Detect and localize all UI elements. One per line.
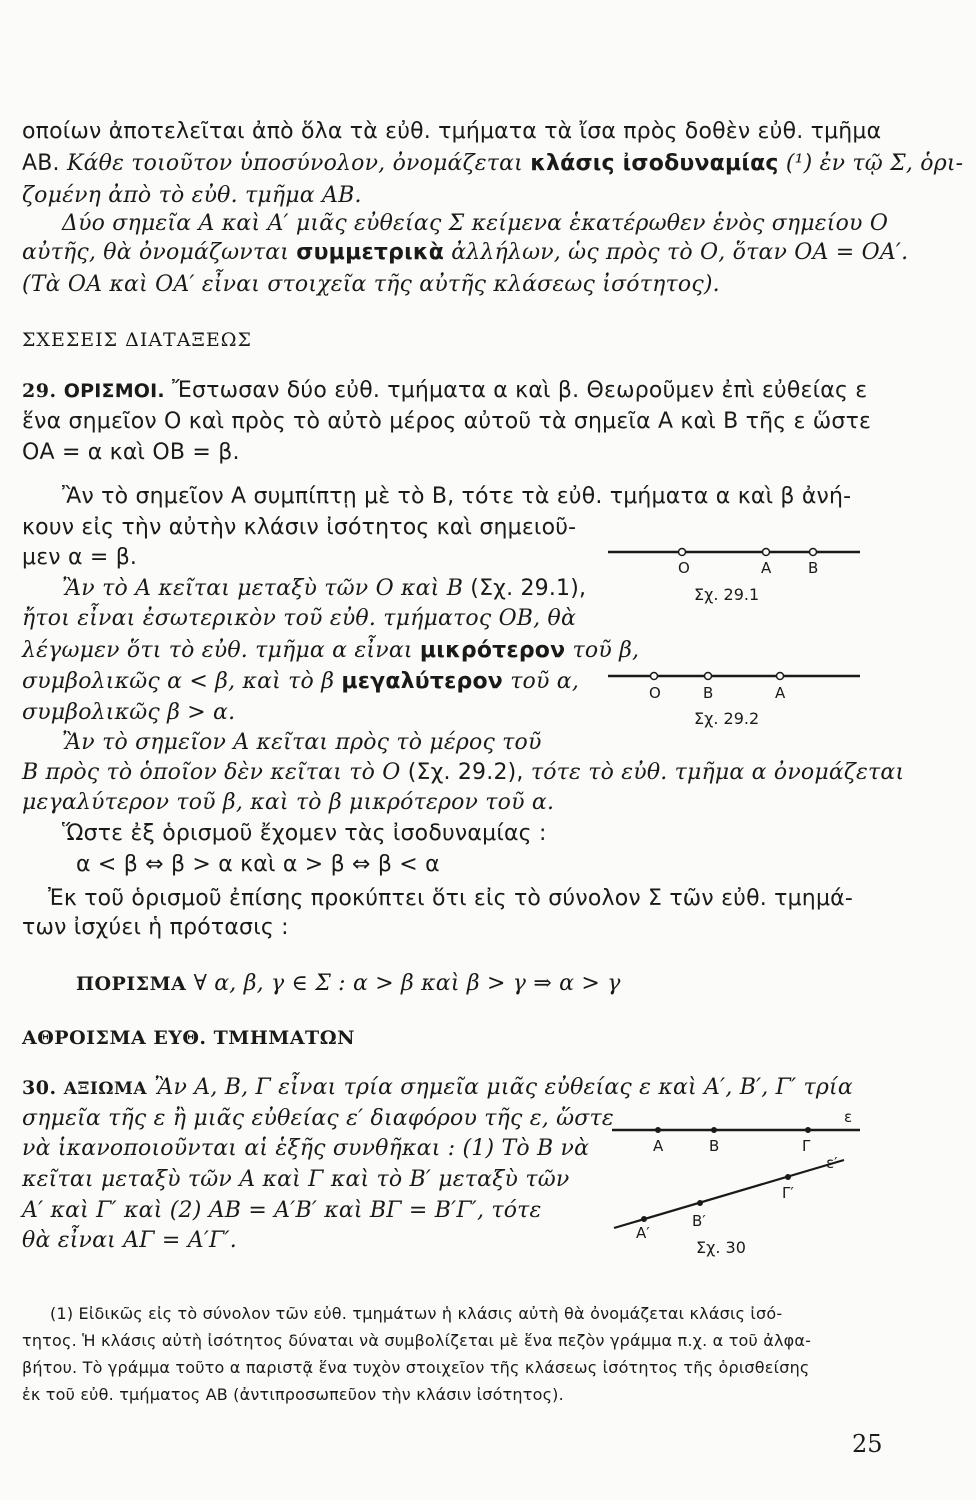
fig291-label-b: B <box>808 559 819 577</box>
fig30-point-b <box>711 1127 717 1133</box>
fig292-point-b <box>705 673 712 680</box>
para1-line1: οποίων ἀποτελεῖται ἀπὸ ὅλα τὰ εὐθ. τμήματα τὰ ἴσα πρὸς δοθὲν εὐθ. τμῆμα <box>22 119 882 144</box>
def29-line10 <box>22 668 579 696</box>
def29-l7a: Ἂν τὸ Α κεῖται μεταξὺ τῶν Ο καὶ Β <box>62 576 464 601</box>
footnote-line4: ἐκ τοῦ εὐθ. τμήματος ΑΒ (ἀντιπροσωπεῦον τὴν κλάσιν ἰσότητος). <box>22 1385 564 1404</box>
figure-29-1 <box>608 540 864 606</box>
fig30-point-a <box>655 1127 661 1133</box>
axiom30-line3: νὰ ἱκανοποιοῦνται αἱ ἑξῆς συνθῆκαι : (1) Τὸ Β νὰ <box>22 1136 590 1161</box>
def29-l9c: τοῦ β, <box>572 638 640 663</box>
section-title-order-relations: ΣΧΕΣΕΙΣ ΔΙΑΤΑΞΕΩΣ <box>22 329 252 351</box>
axiom30-number: 30. <box>22 1077 57 1099</box>
fig292-caption: Σχ. 29.2 <box>694 709 760 728</box>
term-greater: μεγαλύτερον <box>341 669 503 694</box>
axiom30-line2: σημεῖα τῆς ε ἢ μιᾶς εὐθείας ε′ διαφόρου τῆς ε, ὥστε <box>22 1106 614 1131</box>
def29-line9 <box>22 637 639 665</box>
def29-line4: Ἂν τὸ σημεῖον Α συμπίπτῃ μὲ τὸ Β, τότε τὰ εὐθ. τμήματα α καὶ β ἀνή- <box>62 484 852 509</box>
figure-30 <box>608 1100 868 1270</box>
footnote-line3: βήτου. Τὸ γράμμα τοῦτο α παριστᾷ ἕνα τυχὸν στοιχεῖον τῆς κλάσεως ἰσότητος τῆς ὁρισθείσης <box>22 1358 810 1377</box>
def29-line2: ἕνα σημεῖον Ο καὶ πρὸς τὸ αὐτὸ μέρος αὐτοῦ τὰ σημεῖα Α καὶ Β τῆς ε ὥστε <box>22 409 872 434</box>
fig291-label-o: O <box>678 559 690 577</box>
para1-l2a: ΑΒ. <box>22 151 60 176</box>
def29-line7 <box>62 575 586 603</box>
fig291-caption: Σχ. 29.1 <box>694 585 760 604</box>
section-title-segment-sum: ΑΘΡΟΙΣΜΑ ΕΥΘ. ΤΜΗΜΑΤΩΝ <box>22 1027 355 1049</box>
fig30-point-g <box>805 1127 811 1133</box>
fig291-point-b <box>810 549 817 556</box>
def29-line5: κουν εἰς τὴν αὐτὴν κλάσιν ἰσότητος καὶ σημειοῦ- <box>22 515 577 540</box>
def29-line12: Ἂν τὸ σημεῖον Α κεῖται πρὸς τὸ μέρος τοῦ <box>62 730 542 755</box>
fig292-label-b: B <box>703 684 714 702</box>
def29-line13 <box>22 759 904 787</box>
fig30-label-b: B <box>709 1137 720 1155</box>
fig30-label-a-prime: A′ <box>636 1224 650 1242</box>
fig30-label-g-prime: Γ′ <box>782 1184 794 1202</box>
def29-l10a: συμβολικῶς α < β, καὶ τὸ β <box>22 669 335 694</box>
def29-line17: Ἐκ τοῦ ὁρισμοῦ ἐπίσης προκύπτει ὅτι εἰς τὸ σύνολον Σ τῶν εὐθ. τμημά- <box>48 886 853 911</box>
fig292-label-o: O <box>649 684 661 702</box>
def29-line8: ἤτοι εἶναι ἐσωτερικὸν τοῦ εὐθ. τμήματος ΟΒ, θὰ <box>22 606 577 631</box>
para1-line2 <box>22 150 963 178</box>
para2-l2c: ἀλλήλων, ὡς πρὸς τὸ Ο, ὅταν ΟΑ = ΟΑ′. <box>451 240 909 265</box>
fig30-line-e-prime <box>614 1160 844 1228</box>
def29-l13b: (Σχ. 29.2), <box>407 760 524 785</box>
fig292-point-o <box>651 673 658 680</box>
fig291-label-a: A <box>761 559 772 577</box>
term-equivalence-class: κλάσις ἰσοδυναμίας <box>530 151 779 176</box>
para2-l2a: αὐτῆς, θὰ ὀνομάζωνται <box>22 240 290 265</box>
fig292-label-a: A <box>775 684 786 702</box>
def29-line15: Ὥστε ἐξ ὁρισμοῦ ἔχομεν τὰς ἰσοδυναμίας : <box>62 821 547 846</box>
def29-l7b: (Σχ. 29.1), <box>470 576 587 601</box>
axiom30-l1: Ἂν Α, Β, Γ εἶναι τρία σημεῖα μιᾶς εὐθείας ε καὶ Α′, Β′, Γ′ τρία <box>154 1075 853 1100</box>
para1-l2d: (¹) ἐν τῷ Σ, ὁρι- <box>785 151 964 176</box>
fig30-point-g-prime <box>785 1174 791 1180</box>
fig291-point-o <box>679 549 686 556</box>
fig30-label-g: Γ <box>802 1137 811 1155</box>
fig30-label-e: ε <box>844 1108 853 1126</box>
def29-label: ΟΡΙΣΜΟΙ. <box>63 380 165 402</box>
axiom30-label: ΑΞΙΩΜΑ <box>63 1079 148 1099</box>
axiom30-line5: Α′ καὶ Γ′ καὶ (2) ΑΒ = Α′Β′ καὶ ΒΓ = Β′Γ′, τότε <box>22 1198 542 1223</box>
corollary <box>76 970 621 998</box>
para2-line3: (Τὰ ΟΑ καὶ ΟΑ′ εἶναι στοιχεῖα τῆς αὐτῆς κλάσεως ἰσότητος). <box>22 272 720 297</box>
term-symmetric: συμμετρικὰ <box>296 240 445 265</box>
def29-l13c: τότε τὸ εὐθ. τμῆμα α ὀνομάζεται <box>530 760 905 785</box>
def29-line18: των ἰσχύει ἡ πρότασις : <box>22 915 289 940</box>
def29-equivalences: α < β ⇔ β > α καὶ α > β ⇔ β < α <box>76 852 440 877</box>
para1-line3: ζομένη ἀπὸ τὸ εὐθ. τμῆμα ΑΒ. <box>22 183 362 208</box>
para2-line1: Δύο σημεῖα Α καὶ Α′ μιᾶς εὐθείας Σ κείμενα ἑκατέρωθεν ἑνὸς σημείου Ο <box>62 211 889 236</box>
def29-line14: μεγαλύτερον τοῦ β, καὶ τὸ β μικρότερον τοῦ α. <box>22 790 555 815</box>
fig292-point-a <box>777 673 784 680</box>
fig30-label-e-prime: ε′ <box>826 1154 838 1172</box>
figure-29-2 <box>608 664 864 730</box>
corollary-statement: ∀ α, β, γ ∈ Σ : α > β καὶ β > γ ⇒ α > γ <box>193 971 621 996</box>
term-smaller: μικρότερον <box>419 638 566 663</box>
def29-line3: ΟΑ = α καὶ ΟΒ = β. <box>22 440 240 465</box>
page-number: 25 <box>852 1430 883 1458</box>
def29-l9a: λέγωμεν ὅτι τὸ εὐθ. τμῆμα α εἶναι <box>22 638 413 663</box>
corollary-label: ΠΟΡΙΣΜΑ <box>76 973 187 995</box>
para1-l2b: Κάθε τοιοῦτον ὑποσύνολον, ὀνομάζεται <box>66 151 523 176</box>
fig30-label-b-prime: B′ <box>692 1212 706 1230</box>
footnote-line1: (1) Εἰδικῶς εἰς τὸ σύνολον τῶν εὐθ. τμημάτων ἡ κλάσις αὐτὴ θὰ ὀνομάζεται κλάσις ἰσό- <box>50 1304 783 1323</box>
footnote-line2: τητος. Ἡ κλάσις αὐτὴ ἰσότητος δύναται νὰ συμβολίζεται μὲ ἕνα πεζὸν γράμμα π.χ. α τοῦ ἀλφα- <box>22 1331 812 1350</box>
fig30-label-a: A <box>653 1137 664 1155</box>
fig291-point-a <box>763 549 770 556</box>
axiom30-line1 <box>22 1074 853 1103</box>
axiom30-line6: θὰ εἶναι ΑΓ = Α′Γ′. <box>22 1228 237 1253</box>
def29-number: 29. <box>22 380 57 402</box>
def29-line1 <box>22 377 867 405</box>
fig30-caption: Σχ. 30 <box>696 1238 746 1257</box>
def29-line11: συμβολικῶς β > α. <box>22 700 236 725</box>
fig30-point-a-prime <box>641 1216 647 1222</box>
def29-l1: Ἔστωσαν δύο εὐθ. τμήματα α καὶ β. Θεωροῦμεν ἐπὶ εὐθείας ε <box>172 378 868 403</box>
fig30-point-b-prime <box>697 1200 703 1206</box>
def29-l13a: Β πρὸς τὸ ὁποῖον δὲν κεῖται τὸ Ο <box>22 760 401 785</box>
def29-l10c: τοῦ α, <box>510 669 580 694</box>
para2-line2 <box>22 239 908 267</box>
def29-line6: μεν α = β. <box>22 545 138 570</box>
axiom30-line4: κεῖται μεταξὺ τῶν Α καὶ Γ καὶ τὸ Β′ μεταξὺ τῶν <box>22 1167 570 1192</box>
